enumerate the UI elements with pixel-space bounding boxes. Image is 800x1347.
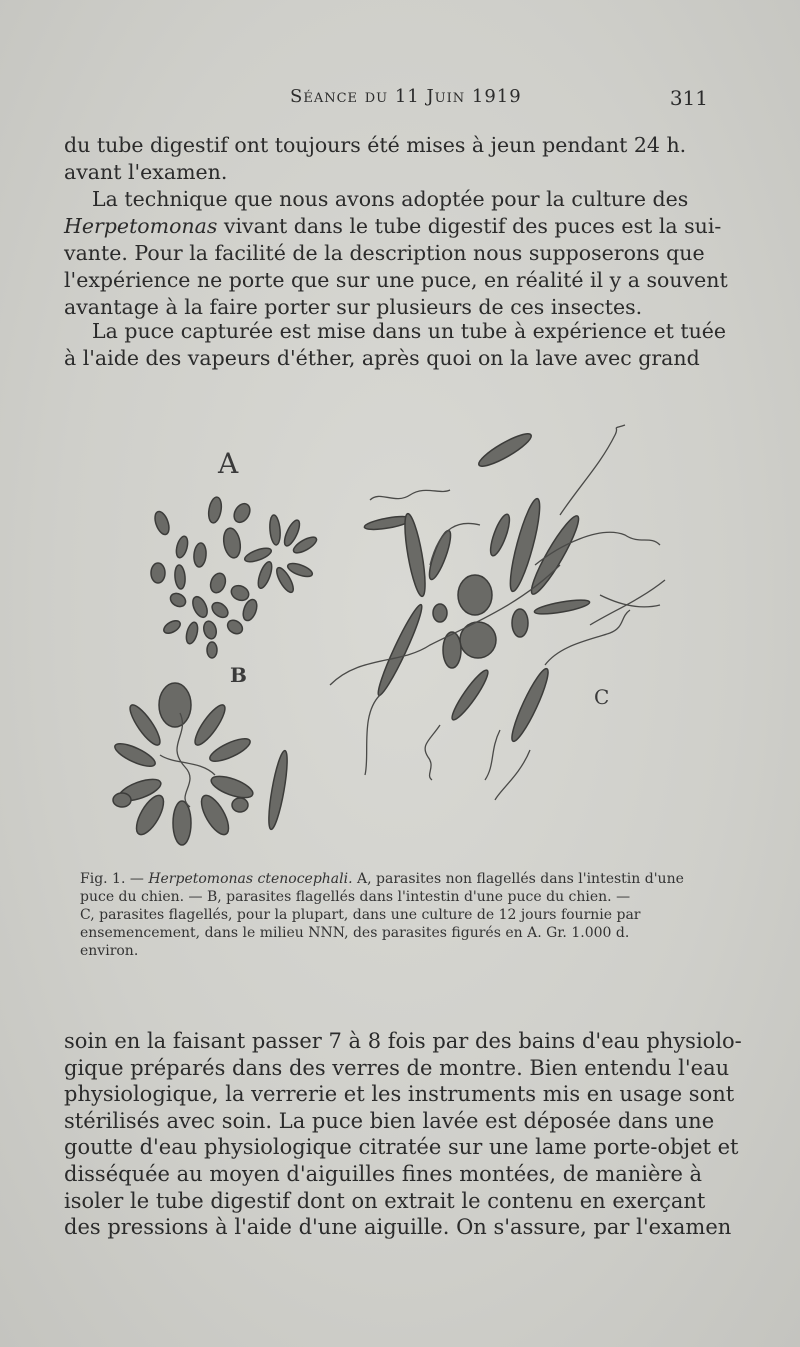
- figure-label-c: C: [594, 685, 610, 709]
- figure-label-b: B: [230, 663, 247, 687]
- text-line: La puce capturée est mise dans un tube à expérience et tuée: [92, 319, 727, 343]
- page-header: [0, 82, 800, 112]
- text-line: stérilisés avec soin. La puce bien lavée est déposée dans une: [64, 1108, 715, 1133]
- text-line: physiologique, la verrerie et les instruments mis en usage sont: [64, 1082, 735, 1107]
- figure-label-a: A: [218, 447, 239, 480]
- group-a-cells: [151, 496, 319, 658]
- text-line: des pressions à l'aide d'une aiguille. On s'assure, par l'examen: [64, 1215, 732, 1240]
- running-head: Séance du 11 Juin 1919: [290, 86, 522, 107]
- caption-line: C, parasites flagellés, pour la plupart, dans une culture de 12 jours fournie par: [80, 907, 641, 923]
- caption-line1-rest: A, parasites non flagellés dans l'intestin d'une: [352, 871, 684, 887]
- text-line-rest: vivant dans le tube digestif des puces est la sui-: [217, 214, 722, 238]
- text-line: avantage à la faire porter sur plusieurs de ces insectes.: [64, 295, 643, 319]
- text-line: goutte d'eau physiologique citratée sur une lame porte-objet et: [64, 1135, 739, 1160]
- text-line: l'expérience ne porte que sur une puce, en réalité il y a souvent: [64, 268, 728, 292]
- text-line: gique préparés dans des verres de montre. Bien entendu l'eau: [64, 1055, 730, 1080]
- page-number: 311: [669, 86, 708, 110]
- text-line: avant l'examen.: [64, 160, 228, 184]
- parasite-drawing: [0, 395, 800, 865]
- group-b-cells: [112, 683, 291, 845]
- figure-caption: [80, 870, 720, 960]
- caption-prefix: Fig. 1. —: [80, 871, 149, 887]
- paragraph-2: [64, 186, 728, 321]
- text-line: [64, 213, 722, 240]
- caption-line: ensemencement, dans le milieu NNN, des parasites figurés en A. Gr. 1.000 d.: [80, 925, 630, 941]
- paragraph-3: [64, 318, 727, 372]
- paragraph-4: [64, 1028, 742, 1241]
- text-line: vante. Pour la facilité de la description nous supposerons que: [64, 241, 705, 265]
- text-line: soin en la faisant passer 7 à 8 fois par des bains d'eau physiolo-: [64, 1029, 742, 1053]
- text-line: La technique que nous avons adoptée pour la culture des: [92, 187, 689, 211]
- paragraph-1: [64, 132, 714, 186]
- caption-species: Herpetomonas ctenocephali.: [148, 871, 353, 887]
- caption-line: [80, 870, 720, 888]
- parasite-figure: [0, 395, 800, 865]
- genus-name: Herpetomonas: [64, 214, 218, 238]
- text-line: du tube digestif ont toujours été mises à jeun pendant 24 h.: [64, 133, 687, 157]
- group-c-cells: [363, 429, 590, 744]
- text-line: à l'aide des vapeurs d'éther, après quoi on la lave avec grand: [64, 346, 700, 370]
- caption-line: environ.: [80, 943, 139, 959]
- text-line: disséquée au moyen d'aiguilles fines montées, de manière à: [64, 1161, 703, 1186]
- text-line: isoler le tube digestif dont on extrait le contenu en exerçant: [64, 1188, 706, 1213]
- caption-line: puce du chien. — B, parasites flagellés dans l'intestin d'une puce du chien. —: [80, 889, 631, 905]
